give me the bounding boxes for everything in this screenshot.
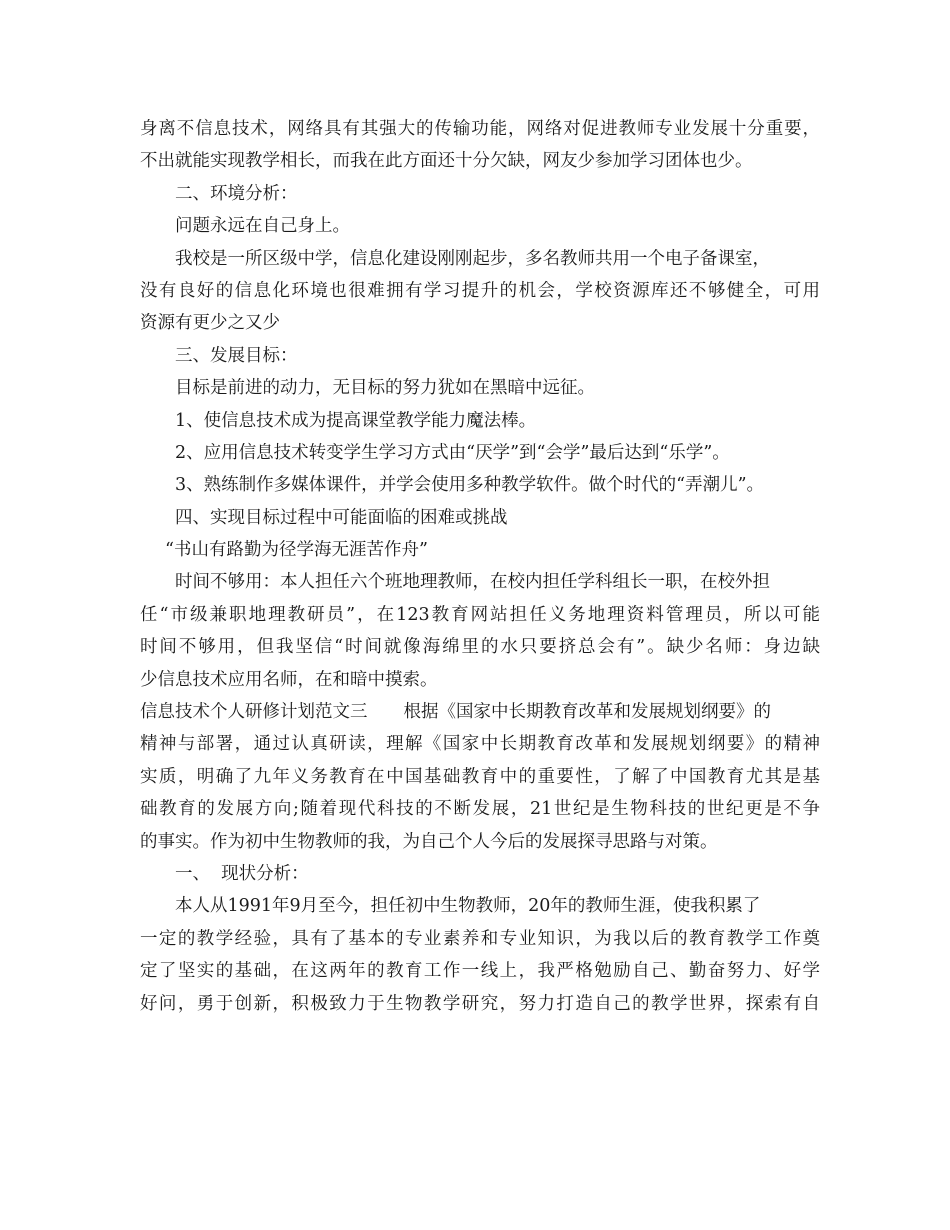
paragraph-line: 精神与部署，通过认真研读，理解《国家中长期教育改革和发展规划纲要》的精神 [140,734,820,755]
paragraph-line: 资源有更少之又少 [140,313,280,334]
paragraph-line: 我校是一所区级中学，信息化建设刚刚起步，多名教师共用一个电子备课室， [175,248,770,269]
list-item: 1、使信息技术成为提高课堂教学能力魔法棒。 [175,410,537,431]
paragraph-line: 问题永远在自己身上。 [175,216,350,237]
paragraph-line: 好问，勇于创新，积极致力于生物教学研究，努力打造自己的教学世界，探索有自 [140,993,820,1014]
section-heading: 二、环境分析： [175,183,298,204]
paragraph-line: 的事实。作为初中生物教师的我，为自己个人今后的发展探寻思路与对策。 [140,831,718,852]
paragraph-line: 定了坚实的基础，在这两年的教育工作一线上，我严格勉励自己、勤奋努力、好学 [140,961,820,982]
paragraph-line: 一定的教学经验，具有了基本的专业素养和专业知识，为我以后的教育教学工作奠 [140,928,820,949]
document-page [140,113,820,1020]
section-heading: 四、实现目标过程中可能面临的困难或挑战 [175,507,508,528]
paragraph-line: 时间不够用，但我坚信“时间就像海绵里的水只要挤总会有”。缺少名师：身边缺 [140,637,820,658]
paragraph-line: 身离不信息技术，网络具有其强大的传输功能，网络对促进教师专业发展十分重要， [140,119,820,139]
paragraph-line: 没有良好的信息化环境也很难拥有学习提升的机会，学校资源库还不够健全，可用 [140,280,820,301]
list-item: 2、应用信息技术转变学生学习方式由“厌学”到“会学”最后达到“乐学”。 [175,442,730,463]
paragraph-line: 任“市级兼职地理教研员”，在123教育网站担任义务地理资料管理员，所以可能 [140,604,820,625]
paragraph-line [140,696,820,728]
quote-line: “书山有路勤为径学海无涯苦作舟” [165,540,428,561]
paragraph-line: 目标是前进的动力，无目标的努力犹如在黑暗中远征。 [175,378,595,399]
section-heading: 一、 现状分析： [175,863,309,884]
paragraph-line: 不出就能实现教学相长，而我在此方面还十分欠缺，网友少参加学习团体也少。 [140,151,753,172]
paragraph-line: 本人从1991年9月至今，担任初中生物教师，20年的教师生涯，使我积累了 [175,896,761,917]
paragraph-text: 根据《国家中长期教育改革和发展规划纲要》的 [403,702,771,723]
document-subtitle: 信息技术个人研修计划范文三 [140,702,368,723]
paragraph-line: 时间不够用：本人担任六个班地理教师，在校内担任学科组长一职，在校外担 [175,572,770,593]
paragraph-line: 实质，明确了九年义务教育在中国基础教育中的重要性，了解了中国教育尤其是基 [140,766,820,787]
paragraph-line: 础教育的发展方向;随着现代科技的不断发展，21世纪是生物科技的世纪更是不争 [140,799,820,820]
list-item: 3、熟练制作多媒体课件，并学会使用多种教学软件。做个时代的“弄潮儿”。 [175,475,765,496]
section-heading: 三、发展目标： [175,345,298,366]
paragraph-line: 少信息技术应用名师，在和暗中摸索。 [140,669,438,690]
